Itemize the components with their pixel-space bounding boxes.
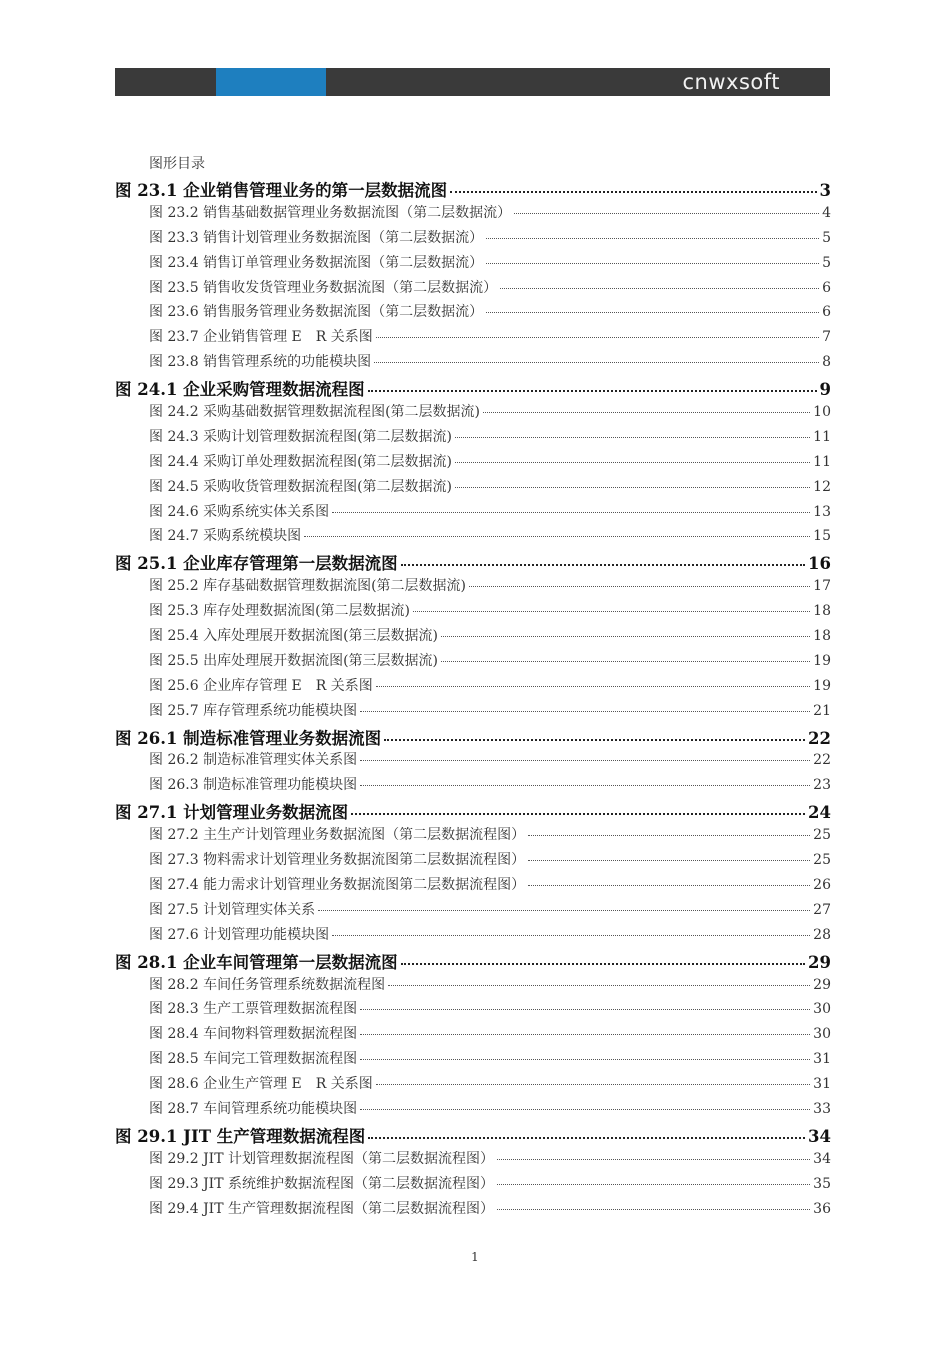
toc-entry-page-number: 4 [822,204,831,221]
toc-figure-entry[interactable] [115,675,831,700]
toc-entry-page-number: 6 [822,279,831,296]
toc-entry-page-number: 29 [808,952,831,972]
toc-entry-page-number: 15 [813,528,831,545]
toc-entry-page-number: 18 [813,603,831,620]
toc-entry-label: 图 28.4 车间物料管理数据流程图 [149,1026,358,1043]
toc-figure-entry[interactable] [115,874,831,899]
toc-entry-page-number: 27 [813,901,831,918]
figure-table-of-contents [115,177,831,1222]
toc-entry-page-number: 24 [808,803,831,823]
toc-figure-entry[interactable] [115,351,831,376]
toc-figure-entry[interactable] [115,774,831,799]
dot-leader [376,685,810,687]
dot-leader [528,859,810,861]
toc-entry-label: 图 23.5 销售收发货管理业务数据流图（第二层数据流） [149,279,498,296]
toc-entry-label: 图 29.4 JIT 生产管理数据流程图（第二层数据流程图） [149,1200,495,1217]
toc-entry-label: 图 23.4 销售订单管理业务数据流图（第二层数据流） [149,254,484,271]
toc-entry-label: 图 28.2 车间任务管理系统数据流程图 [149,976,386,993]
toc-entry-label: 图 25.5 出库处理展开数据流图(第三层数据流) [149,652,438,669]
toc-entry-label: 图 28.3 生产工票管理数据流程图 [149,1001,358,1018]
toc-entry-label: 图 25.2 库存基础数据管理数据流图(第二层数据流) [149,578,466,595]
dot-leader [514,212,819,214]
toc-entry-label: 图 23.1 企业销售管理业务的第一层数据流图 [115,181,448,200]
toc-entry-label: 图 26.2 制造标准管理实体关系图 [149,752,358,769]
dot-leader [413,610,810,612]
toc-entry-label: 图 27.5 计划管理实体关系 [149,901,316,918]
dot-leader [374,361,819,363]
dot-leader [318,909,810,911]
dot-leader [368,1136,805,1139]
toc-entry-label: 图 28.5 车间完工管理数据流程图 [149,1051,358,1068]
toc-entry-page-number: 34 [813,1150,831,1167]
toc-figure-entry[interactable] [115,227,831,252]
toc-entry-label: 图 27.3 物料需求计划管理业务数据流图第二层数据流程图） [149,852,526,869]
dot-leader [360,710,810,712]
toc-entry-label: 图 27.4 能力需求计划管理业务数据流图第二层数据流程图） [149,876,526,893]
toc-entry-page-number: 3 [819,181,831,200]
toc-figure-entry[interactable] [115,401,831,426]
toc-entry-page-number: 12 [813,478,831,495]
toc-entry-label: 图 29.2 JIT 计划管理数据流程图（第二层数据流程图） [149,1150,495,1167]
toc-chapter-entry[interactable] [115,376,831,401]
toc-figure-entry[interactable] [115,426,831,451]
dot-leader [483,411,810,413]
toc-figure-entry[interactable] [115,501,831,526]
toc-figure-entry[interactable] [115,749,831,774]
toc-entry-page-number: 23 [813,777,831,794]
toc-entry-page-number: 25 [813,827,831,844]
toc-entry-page-number: 29 [813,976,831,993]
toc-entry-label: 图 28.7 车间管理系统功能模块图 [149,1100,358,1117]
toc-figure-entry[interactable] [115,650,831,675]
toc-figure-entry[interactable] [115,998,831,1023]
toc-figure-entry[interactable] [115,1173,831,1198]
toc-figure-entry[interactable] [115,202,831,227]
toc-entry-page-number: 17 [813,578,831,595]
toc-entry-page-number: 30 [813,1001,831,1018]
dot-leader [360,1058,810,1060]
toc-figure-entry[interactable] [115,575,831,600]
toc-figure-entry[interactable] [115,924,831,949]
toc-entry-label: 图 23.3 销售计划管理业务数据流图（第二层数据流） [149,229,484,246]
toc-figure-entry[interactable] [115,1148,831,1173]
toc-entry-label: 图 24.7 采购系统模块图 [149,528,302,545]
toc-chapter-entry[interactable] [115,799,831,824]
header-accent-block [216,68,326,96]
dot-leader [500,287,819,289]
dot-leader [388,984,810,986]
toc-chapter-entry[interactable] [115,1123,831,1148]
dot-leader [360,1033,810,1035]
toc-entry-label: 图 24.4 采购订单处理数据流程图(第二层数据流) [149,453,452,470]
toc-entry-label: 图 24.5 采购收货管理数据流程图(第二层数据流) [149,478,452,495]
dot-leader [455,461,810,463]
toc-figure-entry[interactable] [115,1073,831,1098]
toc-entry-label: 图 23.7 企业销售管理 E R 关系图 [149,329,373,346]
dot-leader [368,389,817,392]
toc-entry-label: 图 24.3 采购计划管理数据流程图(第二层数据流) [149,428,452,445]
toc-figure-entry[interactable] [115,451,831,476]
toc-entry-label: 图 23.6 销售服务管理业务数据流图（第二层数据流） [149,304,484,321]
toc-entry-page-number: 22 [808,728,831,748]
toc-figure-entry[interactable] [115,824,831,849]
brand-logo: cnwxsoft [682,70,780,94]
toc-entry-page-number: 6 [822,304,831,321]
dot-leader [304,535,810,537]
toc-entry-label: 图 25.7 库存管理系统功能模块图 [149,702,358,719]
toc-entry-page-number: 7 [822,329,831,346]
toc-entry-page-number: 34 [808,1126,831,1146]
toc-entry-label: 图 27.2 主生产计划管理业务数据流图（第二层数据流程图） [149,827,526,844]
toc-entry-label: 图 23.2 销售基础数据管理业务数据流图（第二层数据流） [149,204,512,221]
dot-leader [497,1183,810,1185]
toc-entry-page-number: 21 [813,702,831,719]
dot-leader [376,336,819,338]
toc-entry-label: 图 28.6 企业生产管理 E R 关系图 [149,1076,373,1093]
dot-leader [401,962,805,965]
dot-leader [528,884,810,886]
toc-figure-entry[interactable] [115,252,831,277]
toc-entry-page-number: 5 [822,254,831,271]
toc-entry-label: 图 26.1 制造标准管理业务数据流图 [115,728,382,748]
dot-leader [455,436,810,438]
toc-chapter-entry[interactable] [115,177,831,202]
toc-entry-label: 图 25.1 企业库存管理第一层数据流图 [115,554,398,574]
toc-entry-label: 图 25.4 入库处理展开数据流图(第三层数据流) [149,628,438,645]
dot-leader [486,237,819,239]
toc-chapter-entry[interactable] [115,725,831,750]
toc-figure-entry[interactable] [115,600,831,625]
toc-entry-label: 图 25.6 企业库存管理 E R 关系图 [149,677,373,694]
toc-entry-page-number: 33 [813,1100,831,1117]
toc-entry-label: 图 23.8 销售管理系统的功能模块图 [149,354,372,371]
toc-entry-page-number: 5 [822,229,831,246]
toc-entry-page-number: 8 [822,354,831,371]
dot-leader [360,759,810,761]
toc-entry-page-number: 26 [813,876,831,893]
toc-entry-label: 图 29.3 JIT 系统维护数据流程图（第二层数据流程图） [149,1175,495,1192]
dot-leader [497,1208,810,1210]
toc-entry-page-number: 9 [819,380,831,400]
toc-entry-page-number: 19 [813,677,831,694]
toc-entry-label: 图 26.3 制造标准管理功能模块图 [149,777,358,794]
toc-entry-label: 图 24.2 采购基础数据管理数据流程图(第二层数据流) [149,404,480,421]
toc-entry-page-number: 18 [813,628,831,645]
toc-figure-entry[interactable] [115,525,831,550]
toc-figure-entry[interactable] [115,326,831,351]
toc-figure-entry[interactable] [115,301,831,326]
toc-entry-page-number: 31 [813,1051,831,1068]
toc-entry-label: 图 25.3 库存处理数据流图(第二层数据流) [149,603,410,620]
toc-entry-label: 图 28.1 企业车间管理第一层数据流图 [115,952,398,972]
toc-entry-page-number: 25 [813,852,831,869]
dot-leader [486,311,819,313]
toc-entry-page-number: 35 [813,1175,831,1192]
toc-entry-label: 图 29.1 JIT 生产管理数据流程图 [115,1126,366,1146]
dot-leader [486,262,819,264]
toc-figure-entry[interactable] [115,849,831,874]
toc-entry-label: 图 24.6 采购系统实体关系图 [149,503,330,520]
toc-figure-entry[interactable] [115,476,831,501]
toc-entry-page-number: 10 [813,404,831,421]
toc-figure-entry[interactable] [115,1023,831,1048]
toc-title: 图形目录 [149,156,205,172]
toc-entry-page-number: 13 [813,503,831,520]
toc-figure-entry[interactable] [115,1198,831,1223]
dot-leader [455,486,810,488]
toc-entry-page-number: 28 [813,926,831,943]
dot-leader [469,585,810,587]
toc-entry-page-number: 31 [813,1076,831,1093]
toc-entry-page-number: 11 [813,428,831,445]
dot-leader [360,1008,810,1010]
header-bar [115,68,830,96]
toc-figure-entry[interactable] [115,1048,831,1073]
dot-leader [401,563,805,566]
dot-leader [441,635,810,637]
toc-entry-page-number: 30 [813,1026,831,1043]
dot-leader [497,1158,810,1160]
toc-figure-entry[interactable] [115,899,831,924]
dot-leader [332,934,810,936]
dot-leader [360,784,810,786]
toc-entry-label: 图 24.1 企业采购管理数据流程图 [115,380,365,400]
toc-figure-entry[interactable] [115,1098,831,1123]
toc-chapter-entry[interactable] [115,949,831,974]
toc-entry-page-number: 19 [813,652,831,669]
dot-leader [441,660,810,662]
dot-leader [376,1083,810,1085]
dot-leader [384,738,805,741]
toc-entry-label: 图 27.6 计划管理功能模块图 [149,926,330,943]
page-number: 1 [471,1250,479,1264]
dot-leader [528,834,810,836]
toc-figure-entry[interactable] [115,625,831,650]
toc-entry-page-number: 22 [813,752,831,769]
toc-chapter-entry[interactable] [115,550,831,575]
toc-figure-entry[interactable] [115,277,831,302]
toc-entry-label: 图 27.1 计划管理业务数据流图 [115,803,349,823]
dot-leader [332,511,810,513]
dot-leader [351,812,805,815]
toc-entry-page-number: 36 [813,1200,831,1217]
dot-leader [450,190,816,193]
toc-figure-entry[interactable] [115,700,831,725]
dot-leader [360,1108,810,1110]
toc-figure-entry[interactable] [115,974,831,999]
toc-entry-page-number: 16 [808,554,831,574]
toc-entry-page-number: 11 [813,453,831,470]
